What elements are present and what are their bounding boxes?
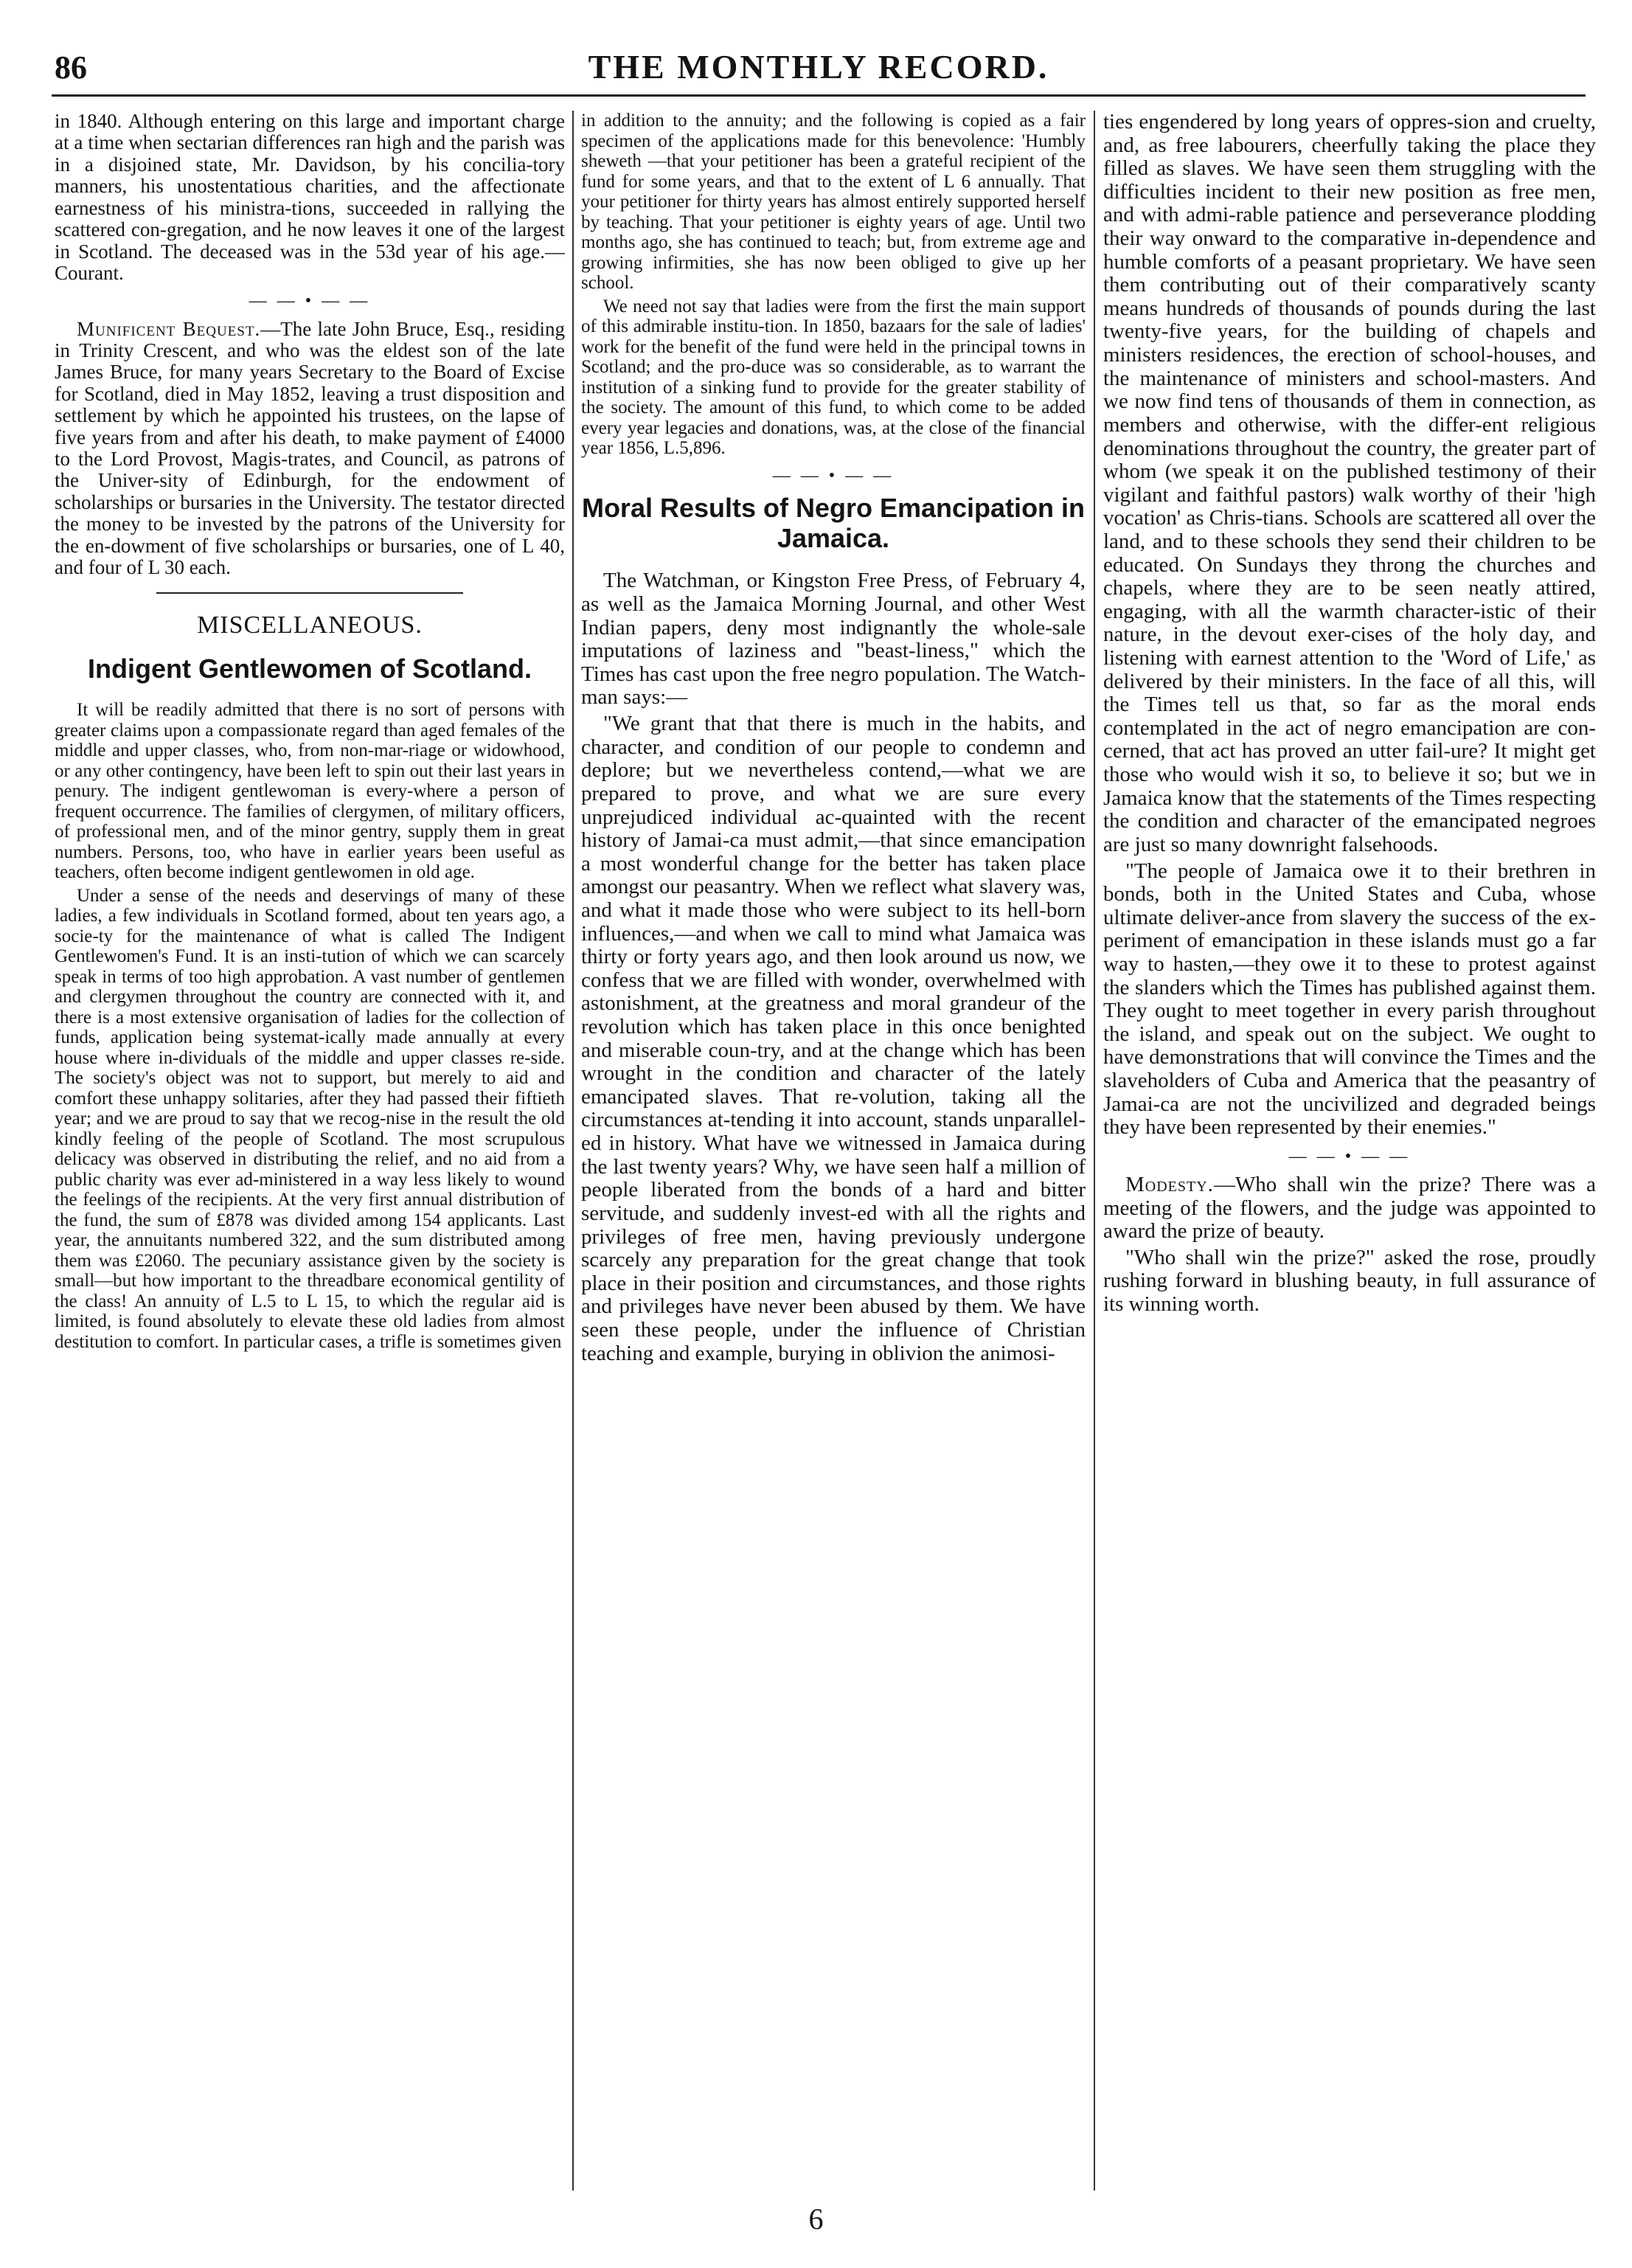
column-rule-right bbox=[1094, 111, 1095, 2191]
separator: — — • — — bbox=[1288, 1146, 1411, 1166]
article-paragraph: We need not say that ladies were from the first the main support of this admirable institu-tion. In 1850, bazaars for the sale of ladies' work for the benefit of the fund were held in the principal towns in Scotland; and the pro-duce was so considerable, as to warrant the institution of a sinking fund to provide for the greater stability of the society. The amount of this fund, to which come to be added every year legacies and donations, was, at the close of the financial year 1856, L.5,896. bbox=[581, 296, 1086, 458]
separator-rule bbox=[156, 592, 462, 594]
bequest-label: Munificent Bequest. bbox=[77, 317, 261, 340]
article-paragraph: ties engendered by long years of oppres-sion and cruelty, and, as free labourers, cheerfully taking the place they filled as slaves. We have seen them struggling with the difficulties incident to their new position as free men, and with admi-rable patience and perseverance plodding their way onward to the comparative in-dependence and humble comforts of a peasant proprietary. We have seen them contributing out of their comparatively scanty means hundreds of thousands of pounds during the last twenty-five years, for the building of chapels and ministers residences, the erection of school-houses, and the maintenance of ministers and school-masters. And we now find tens of thousands of them in connection, as members and otherwise, with the differ-ent religious denominations throughout the country, the greater part of whom (we speak it on the published testimony of their vigilant and faithful pastors) walk worthy of their 'high vocation' as Chris-tians. Schools are scattered all over the land, and to these schools they send their children to be educated. On Sundays they throng the churches and chapels, where they are to be seen neatly attired, engaging, with all the warmth character-istic of their nature, in the devout exer-cises of the holy day, and listening with earnest attention to the 'Word of Life,' as delivered by their ministers. In the face of all this, will the Times tell us that, so far as the moral ends contemplated in the act of negro emancipation are con-cerned, that act has proved an utter fail-ure? It might get those who would wish it so, to believe it so; but we in Jamaica know that the statements of the Times respecting the condition and character of the emancipated negroes are just so many downright falsehoods. bbox=[1103, 111, 1596, 856]
article-paragraph: Under a sense of the needs and deservings of many of these ladies, a few individuals in Scotland formed, about ten years ago, a socie-ty for the maintenance of what is called The Indigent Gentlewomen's Fund. It is an insti-tution of which we can scarcely speak in terms of too high approbation. A vast number of gentlemen and clergymen throughout the country are connected with it, and there is a most extensive organisation of ladies for the collection of funds, application being systemat-ically made annually at every house where in-dividuals of the middle and upper classes re-side. The society's object was not to support, but merely to aid and comfort these unhappy solitaries, after they had passed their fiftieth year; and we are proud to say that we recog-nise in the result the old kindly feeling of the people of Scotland. The most scrupulous delicacy was observed in distributing the relief, and no aid from a public charity was ever ad-ministered in a way less likely to wound the feelings of the recipients. At the very first annual distribution of the fund, the sum of £878 was divided among 154 applicants. Last year, the annuitants numbered 322, and the sum distributed among them was £2060. The pecuniary assistance given by the society is small—but how important to the threadbare economical gentility of the class! An annuity of L.5 to L 15, to which the regular aid is limited, is found absolutely to elevate these old ladies from almost destitution to comfort. In particular cases, a trifle is sometimes given bbox=[55, 885, 565, 1352]
signature-mark: 6 bbox=[808, 2202, 824, 2236]
modesty-text: —Who shall win the prize? There was a meeting of the flowers, and the judge was appointed to award the prize of beauty. bbox=[1103, 1172, 1596, 1244]
column-rule-left bbox=[572, 111, 574, 2191]
article-paragraph: "The people of Jamaica owe it to their brethren in bonds, both in the United States and Cuba, whose ultimate deliver-ance from slavery the success of the ex-periment of emancipation in these islands must go a far way to hasten,—they owe it to these to protest against the slanders which the Times has published against them. They ought to meet together in every parish throughout the island, and speak out on the subject. We ought to have demonstrations that will convince the Times and the slaveholders of Cuba and America that the peasantry of Jamai-ca are not the uncivilized and degraded beings they have been represented by their enemies." bbox=[1103, 859, 1596, 1140]
column-2 bbox=[581, 111, 1086, 2176]
article-title-gentlewomen: Indigent Gentlewomen of Scotland. bbox=[87, 653, 532, 684]
article-title-emancipation: Moral Results of Negro Emancipation in Jamaica. bbox=[581, 492, 1086, 554]
bequest-paragraph bbox=[55, 319, 565, 579]
obituary-end-paragraph: in 1840. Although entering on this large and important charge at a time when sectarian differences ran high and the parish was in a disjoined state, Mr. Davidson, by his concilia-tory manners, his unostentatious charities, and the affectionate earnestness of his ministra-tions, succeeded in rallying the scattered con-gregation, and he now leaves it one of the largest in Scotland. The deceased was in the 53d year of his age.—Courant. bbox=[55, 111, 565, 284]
page-number: 86 bbox=[55, 49, 87, 86]
column-1 bbox=[55, 111, 565, 2176]
article-paragraph: The Watchman, or Kingston Free Press, of February 4, as well as the Jamaica Morning Journal, and other West Indian papers, deny most indignantly the whole-sale imputations of laziness and "beast-liness," which the Times has cast upon the free negro population. The Watch-man says:— bbox=[581, 569, 1086, 710]
article-paragraph: in addition to the annuity; and the following is copied as a fair specimen of the applications made for this benevolence: 'Humbly sheweth —that your petitioner has been a grateful recipient of the fund for some years, and that to the extent of L 6 annually. That your petitioner for thirty years has almost entirely supported herself by teaching. That your petitioner is eighty years of age. Until two months ago, she has continued to teach; but, from extreme age and growing infirmities, she has now been obliged to give up her school. bbox=[581, 111, 1086, 293]
article-paragraph: "We grant that that there is much in the habits, and character, and condition of our people to condemn and deplore; but we nevertheless contend,—what we are prepared to prove, and what we are sure every unprejudiced individual ac-quainted with the recent history of Jamai-ca must admit,—that since emancipation a most wonderful change for the better has taken place amongst our peasantry. When we reflect what slavery was, and what it made those who were subject to its hell-born influences,—and when we call to mind what Jamaica was thirty or forty years ago, and then look around us now, we confess that we are filled with wonder, overwhelmed with astonishment, at the greatness and moral grandeur of the revolution which has taken place in this once benighted and miserable coun-try, and at the change which has been wrought in the condition and character of the lately emancipated slaves. That re-volution, taking all the circumstances at-tending it into account, stands unparallel-ed in history. What have we witnessed in Jamaica during the last twenty years? Why, we have seen half a million of people liberated from the bonds of a hard and bitter servitude, and suddenly invest-ed with all the rights and privileges of free men, having previously undergone scarcely any preparation for the great change that took place in their position and circumstances, and those rights and privileges have never been abused by them. We have seen these people, under the influence of Christian teaching and example, burying in oblivion the animosi- bbox=[581, 712, 1086, 1365]
bequest-text: —The late John Bruce, Esq., residing in Trinity Crescent, and who was the eldest son of the late James Bruce, for many years Secretary to the Board of Excise for Scotland, died in May 1852, leaving a trust disposition and settlement by which he appointed his trustees, on the lapse of five years from and after his death, to make payment of £4000 to the Lord Provost, Magis-trates, and Council, as patrons of the Univer-sity of Edinburgh, for the endowment of scholarships or bursaries in the University. The testator directed the money to be invested by the patrons of the University for the en-dowment of five scholarships or bursaries, one of L 40, and four of L 30 each. bbox=[55, 317, 565, 579]
section-heading: MISCELLANEOUS. bbox=[197, 611, 423, 639]
article-paragraph: It will be readily admitted that there is no sort of persons with greater claims upon a compassionate regard than aged females of the middle and upper classes, who, from non-mar-riage or widowhood, or any other contingency, have been left to spin out their last years in penury. The indigent gentlewoman is every-where a person of frequent occurrence. The families of clergymen, of military officers, of professional men, and of the minor gentry, supply them in great numbers. Persons, too, who have in earlier years been useful as teachers, often become indigent gentlewomen in old age. bbox=[55, 700, 565, 883]
separator: — — • — — bbox=[249, 291, 371, 311]
article-paragraph: "Who shall win the prize?" asked the rose, proudly rushing forward in blushing beauty, in full assurance of its winning worth. bbox=[1103, 1245, 1596, 1317]
separator: — — • — — bbox=[772, 465, 895, 485]
journal-title: THE MONTHLY RECORD. bbox=[588, 48, 1049, 86]
column-3 bbox=[1103, 111, 1596, 2176]
modesty-label: Modesty. bbox=[1125, 1172, 1214, 1196]
modesty-paragraph bbox=[1103, 1173, 1596, 1244]
page-header bbox=[52, 43, 1586, 97]
